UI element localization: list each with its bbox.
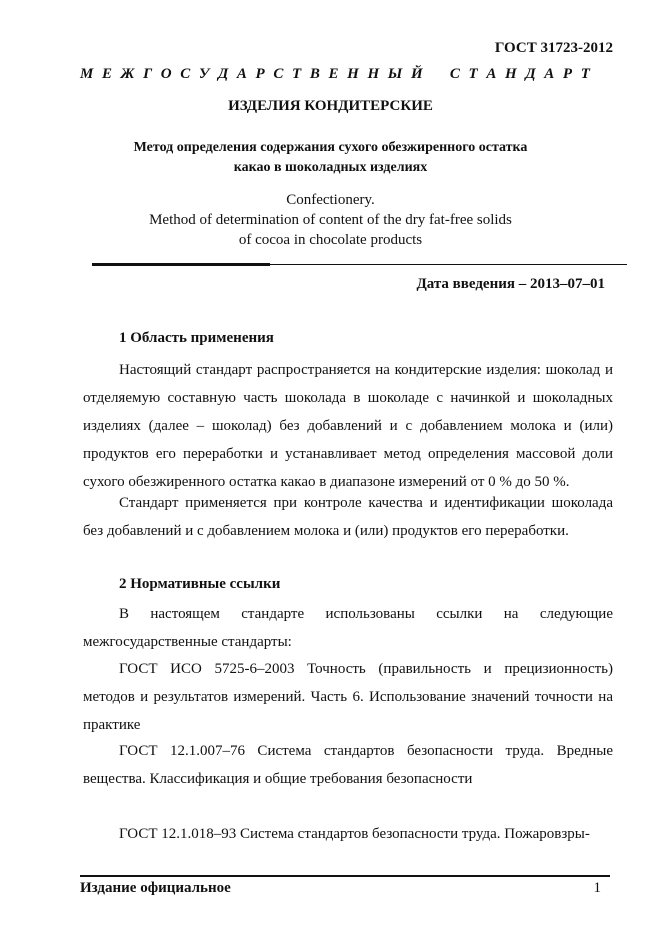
reference-gost-12-1-018: ГОСТ 12.1.018–93 Система стандартов безопасности труда. Пожаровзры- [119, 826, 590, 842]
banner-letter: М [80, 66, 94, 82]
document-title: ИЗДЕЛИЯ КОНДИТЕРСКИЕ [228, 98, 433, 114]
en-title-line-3: of cocoa in chocolate products [238, 232, 423, 248]
section-2-intro: В настоящем стандарте использованы ссылки на следующие межгосударственные стандарты: [83, 606, 613, 650]
introduction-date: Дата введения – 2013–07–01 [416, 276, 605, 292]
method-title-line-1: Метод определения содержания сухого обезжиренного остатка [133, 140, 528, 155]
section-2-heading: 2 Нормативные ссылки [119, 576, 281, 592]
banner-letter: Д [217, 66, 229, 82]
banner-letter: Ж [120, 66, 135, 82]
banner-letter: Н [347, 66, 359, 82]
en-title-line-2: Method of determination of content of the dry fat-free solids [149, 212, 512, 228]
banner-letter: Д [525, 66, 536, 82]
page-number: 1 [593, 880, 601, 896]
interstate-standard-banner [80, 66, 590, 83]
section-1-paragraph-1: Настоящий стандарт распространяется на кондитерские изделия: шоколад и отделяемую составную часть шоколада в шоколаде с начинкой и шоколадных изделиях (далее – шоколад) без добавлений и с добавлением молока и (или) продуктов его переработки и устанавливает метод определения массовой доли сухого обезжиренного остатка какао в диапазоне измерений от 0 % до 50 %. [83, 362, 613, 490]
footer-divider [80, 875, 610, 877]
banner-letter: С [180, 66, 191, 82]
banner-letter: В [309, 66, 320, 82]
banner-word-gap [431, 66, 441, 83]
banner-letter: Е [101, 66, 112, 82]
method-title-line-2: какао в шоколадных изделиях [233, 160, 428, 175]
en-title-line-1: Confectionery. [286, 192, 375, 208]
banner-letter: У [198, 66, 210, 82]
banner-letter: А [236, 66, 247, 82]
banner-letter: С [273, 66, 284, 82]
banner-letter: Т [292, 66, 302, 82]
banner-letter: С [449, 66, 460, 82]
banner-letter: Ы [387, 66, 403, 82]
official-edition-label: Издание официальное [80, 880, 231, 896]
banner-letter: Г [143, 66, 153, 82]
section-1-heading: 1 Область применения [119, 330, 274, 346]
reference-gost-12-1-007: ГОСТ 12.1.007–76 Система стандартов безопасности труда. Вредные вещества. Классификация и общие требования безопасности [83, 743, 613, 787]
banner-letter: А [544, 66, 555, 82]
reference-gost-iso-5725-6: ГОСТ ИСО 5725-6–2003 Точность (правильность и прецизионность) методов и результатов измерений. Часть 6. Использование значений точности на практике [83, 661, 613, 733]
banner-letter: Н [367, 66, 380, 82]
banner-letter: Н [505, 66, 517, 82]
banner-letter: Е [328, 66, 339, 82]
banner-letter: Й [410, 66, 423, 82]
title-divider-thin [270, 264, 627, 265]
banner-letter: О [160, 66, 172, 82]
banner-letter: Р [255, 66, 265, 82]
method-title-ru [0, 138, 661, 178]
banner-letter: А [486, 66, 497, 82]
gost-code: ГОСТ 31723-2012 [494, 40, 613, 56]
title-divider-thick [92, 263, 270, 266]
method-title-en [0, 190, 661, 250]
section-1-paragraph-2: Стандарт применяется при контроле качества и идентификации шоколада без добавлений и с добавлением молока и (или) продуктов его переработки. [83, 495, 613, 539]
banner-letter: Р [562, 66, 573, 82]
banner-letter: Т [468, 66, 478, 82]
banner-letter: Т [580, 66, 590, 82]
